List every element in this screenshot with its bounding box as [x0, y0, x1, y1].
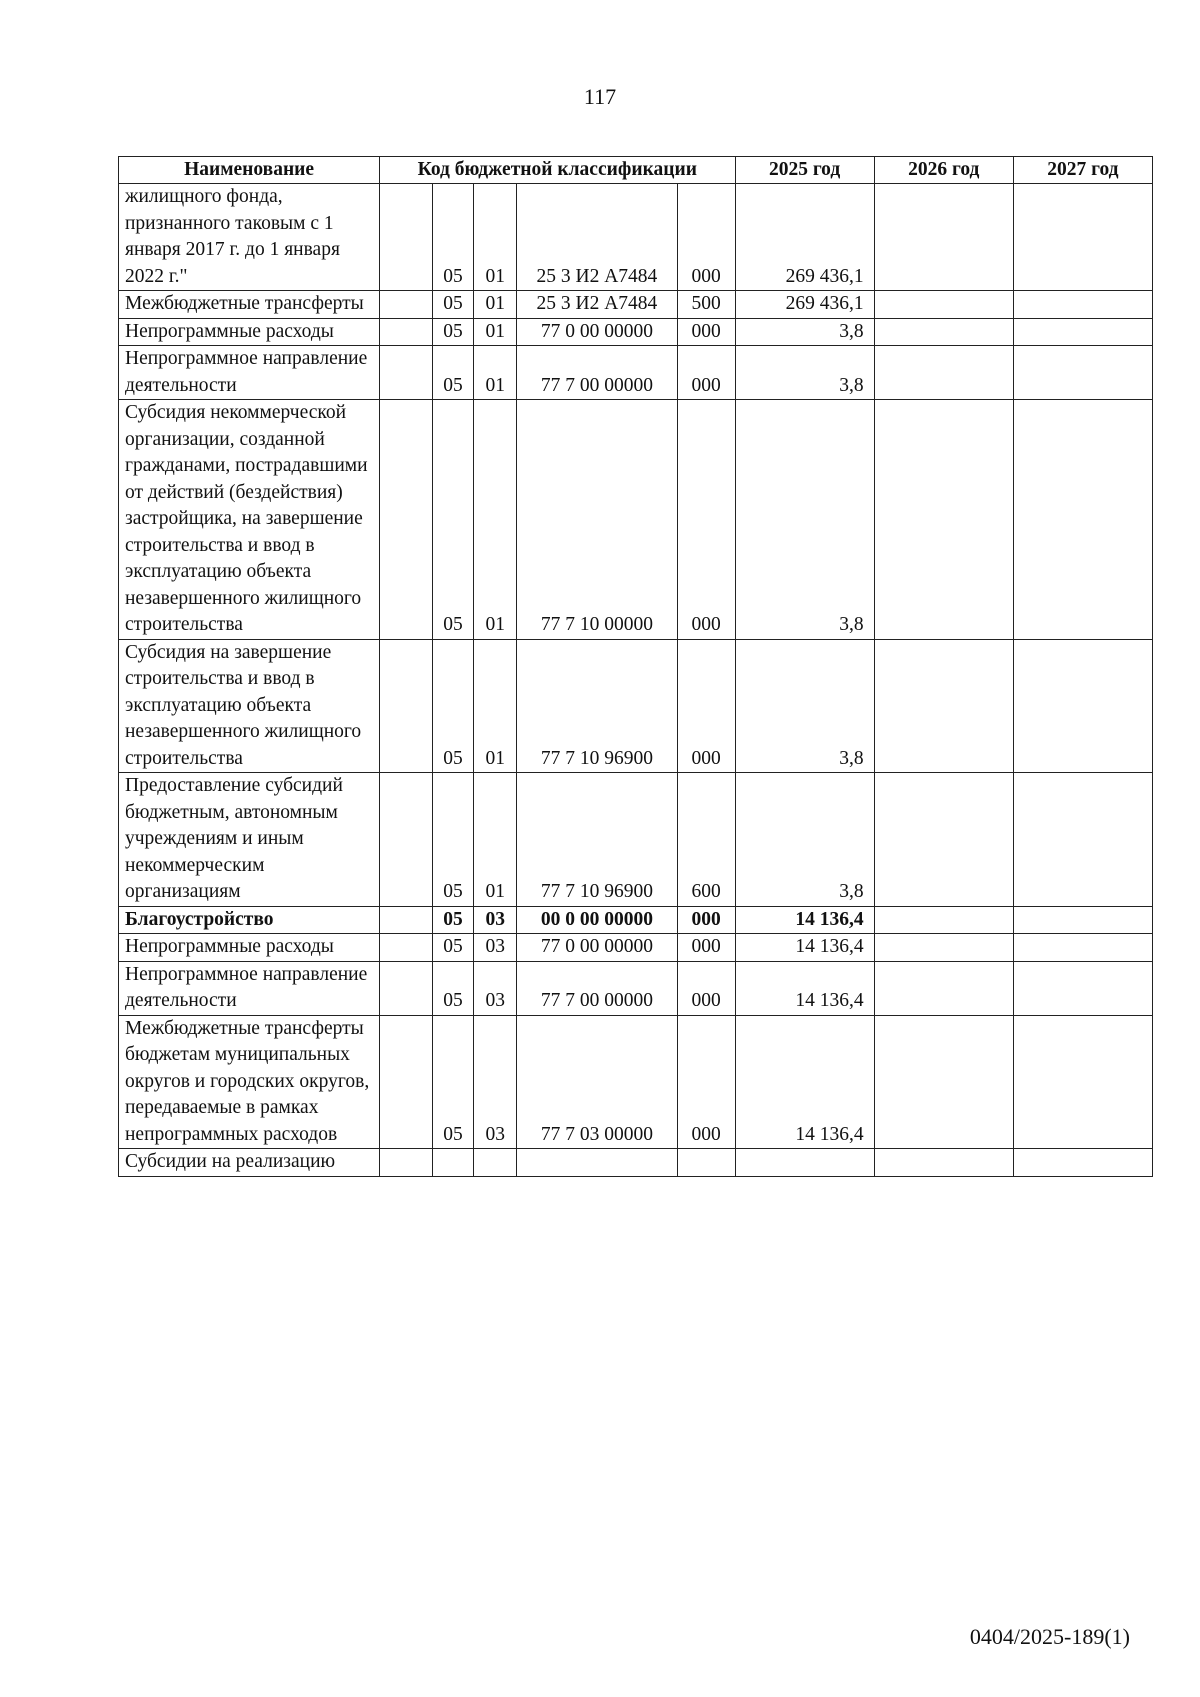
table-row: [119, 639, 1153, 773]
cell-2027: [1013, 346, 1152, 400]
cell-code-pr: 03: [474, 1015, 517, 1149]
cell-code-pr: 03: [474, 906, 517, 934]
cell-code-vr: [677, 1149, 735, 1177]
cell-code-rz: 05: [432, 961, 474, 1015]
cell-code-rz: 05: [432, 400, 474, 640]
cell-code-vr: 000: [677, 934, 735, 962]
table-row: [119, 1149, 1153, 1177]
table-header-row: [119, 157, 1153, 184]
cell-code-pr: 01: [474, 400, 517, 640]
cell-2026: [874, 318, 1013, 346]
cell-code-csr: 77 7 00 00000: [517, 961, 678, 1015]
cell-name: Межбюджетные трансферты: [119, 291, 380, 319]
header-code: Код бюджетной классификации: [380, 157, 735, 184]
cell-code-csr: 77 7 10 00000: [517, 400, 678, 640]
table-row: [119, 184, 1153, 291]
cell-code-rz: 05: [432, 639, 474, 773]
table-row: [119, 1015, 1153, 1149]
cell-2027: [1013, 934, 1152, 962]
cell-code-rz: [432, 1149, 474, 1177]
cell-code-pr: 01: [474, 184, 517, 291]
table-row: [119, 318, 1153, 346]
cell-code-vr: 000: [677, 346, 735, 400]
header-2027: 2027 год: [1013, 157, 1152, 184]
table-row: [119, 961, 1153, 1015]
cell-code-vr: 000: [677, 639, 735, 773]
cell-2025: 3,8: [735, 400, 874, 640]
cell-2026: [874, 400, 1013, 640]
cell-code-csr: 77 7 03 00000: [517, 1015, 678, 1149]
cell-2025: 14 136,4: [735, 1015, 874, 1149]
table-row: [119, 291, 1153, 319]
cell-code-pr: 01: [474, 639, 517, 773]
header-2025: 2025 год: [735, 157, 874, 184]
cell-code-csr: 25 3 И2 А7484: [517, 291, 678, 319]
cell-code-section: [380, 291, 432, 319]
cell-code-pr: 01: [474, 773, 517, 907]
cell-code-rz: 05: [432, 291, 474, 319]
cell-code-vr: 000: [677, 318, 735, 346]
cell-code-section: [380, 773, 432, 907]
cell-2025: 3,8: [735, 639, 874, 773]
page-number: 117: [583, 84, 617, 109]
cell-2027: [1013, 184, 1152, 291]
table-body: [119, 184, 1153, 1177]
cell-code-rz: 05: [432, 318, 474, 346]
cell-2025: 14 136,4: [735, 961, 874, 1015]
header-2026: 2026 год: [874, 157, 1013, 184]
cell-2026: [874, 346, 1013, 400]
cell-2027: [1013, 291, 1152, 319]
cell-code-section: [380, 961, 432, 1015]
table-row: [119, 773, 1153, 907]
cell-2026: [874, 1149, 1013, 1177]
cell-code-pr: [474, 1149, 517, 1177]
cell-code-csr: 77 7 10 96900: [517, 639, 678, 773]
table-row: [119, 934, 1153, 962]
cell-code-rz: 05: [432, 346, 474, 400]
cell-2026: [874, 961, 1013, 1015]
cell-code-rz: 05: [432, 934, 474, 962]
cell-code-vr: 000: [677, 906, 735, 934]
cell-code-section: [380, 906, 432, 934]
cell-2027: [1013, 906, 1152, 934]
cell-name: Предоставление субсидий бюджетным, автономным учреждениям и иным некоммерческим организациям: [119, 773, 380, 907]
cell-2027: [1013, 1149, 1152, 1177]
table-row: [119, 346, 1153, 400]
cell-code-section: [380, 639, 432, 773]
cell-code-pr: 03: [474, 934, 517, 962]
cell-name: Межбюджетные трансферты бюджетам муниципальных округов и городских округов, передаваемые в рамках непрограммных расходов: [119, 1015, 380, 1149]
cell-code-section: [380, 934, 432, 962]
cell-name: Субсидия некоммерческой организации, созданной гражданами, пострадавшими от действий (бездействия) застройщика, на завершение строительства и ввод в эксплуатацию объекта незавершенного жилищного строительства: [119, 400, 380, 640]
cell-code-section: [380, 1149, 432, 1177]
cell-code-csr: 00 0 00 00000: [517, 906, 678, 934]
cell-name: Непрограммные расходы: [119, 318, 380, 346]
cell-2027: [1013, 318, 1152, 346]
cell-2027: [1013, 961, 1152, 1015]
document-code: 0404/2025-189(1): [969, 1624, 1130, 1649]
cell-code-section: [380, 346, 432, 400]
cell-code-section: [380, 184, 432, 291]
cell-code-csr: 77 0 00 00000: [517, 934, 678, 962]
cell-code-csr: 77 0 00 00000: [517, 318, 678, 346]
cell-code-section: [380, 1015, 432, 1149]
table-row: [119, 400, 1153, 640]
cell-2026: [874, 773, 1013, 907]
table-row: [119, 906, 1153, 934]
cell-code-csr: 77 7 00 00000: [517, 346, 678, 400]
cell-2027: [1013, 639, 1152, 773]
cell-name: Непрограммное направление деятельности: [119, 961, 380, 1015]
cell-2026: [874, 1015, 1013, 1149]
cell-code-rz: 05: [432, 184, 474, 291]
cell-code-rz: 05: [432, 773, 474, 907]
cell-2026: [874, 184, 1013, 291]
cell-code-csr: [517, 1149, 678, 1177]
cell-code-rz: 05: [432, 906, 474, 934]
cell-code-vr: 600: [677, 773, 735, 907]
cell-name: жилищного фонда, признанного таковым с 1 января 2017 г. до 1 января 2022 г.": [119, 184, 380, 291]
cell-code-vr: 500: [677, 291, 735, 319]
cell-code-vr: 000: [677, 961, 735, 1015]
cell-2026: [874, 934, 1013, 962]
cell-2027: [1013, 1015, 1152, 1149]
cell-name: Субсидия на завершение строительства и ввод в эксплуатацию объекта незавершенного жилищного строительства: [119, 639, 380, 773]
cell-code-vr: 000: [677, 400, 735, 640]
cell-2025: 269 436,1: [735, 184, 874, 291]
cell-2026: [874, 906, 1013, 934]
cell-2025: 14 136,4: [735, 934, 874, 962]
cell-2025: 3,8: [735, 773, 874, 907]
cell-name: Субсидии на реализацию: [119, 1149, 380, 1177]
cell-2026: [874, 291, 1013, 319]
cell-name: Непрограммные расходы: [119, 934, 380, 962]
cell-2025: 14 136,4: [735, 906, 874, 934]
cell-code-pr: 03: [474, 961, 517, 1015]
cell-2025: [735, 1149, 874, 1177]
header-name: Наименование: [119, 157, 380, 184]
cell-2027: [1013, 400, 1152, 640]
cell-code-rz: 05: [432, 1015, 474, 1149]
cell-code-pr: 01: [474, 318, 517, 346]
cell-2026: [874, 639, 1013, 773]
cell-code-csr: 77 7 10 96900: [517, 773, 678, 907]
cell-2025: 3,8: [735, 346, 874, 400]
cell-code-vr: 000: [677, 1015, 735, 1149]
cell-code-pr: 01: [474, 291, 517, 319]
cell-code-csr: 25 3 И2 А7484: [517, 184, 678, 291]
cell-code-pr: 01: [474, 346, 517, 400]
cell-code-section: [380, 400, 432, 640]
cell-code-section: [380, 318, 432, 346]
cell-name: Благоустройство: [119, 906, 380, 934]
budget-table: [118, 156, 1153, 1177]
cell-name: Непрограммное направление деятельности: [119, 346, 380, 400]
cell-code-vr: 000: [677, 184, 735, 291]
cell-2025: 269 436,1: [735, 291, 874, 319]
cell-2027: [1013, 773, 1152, 907]
cell-2025: 3,8: [735, 318, 874, 346]
